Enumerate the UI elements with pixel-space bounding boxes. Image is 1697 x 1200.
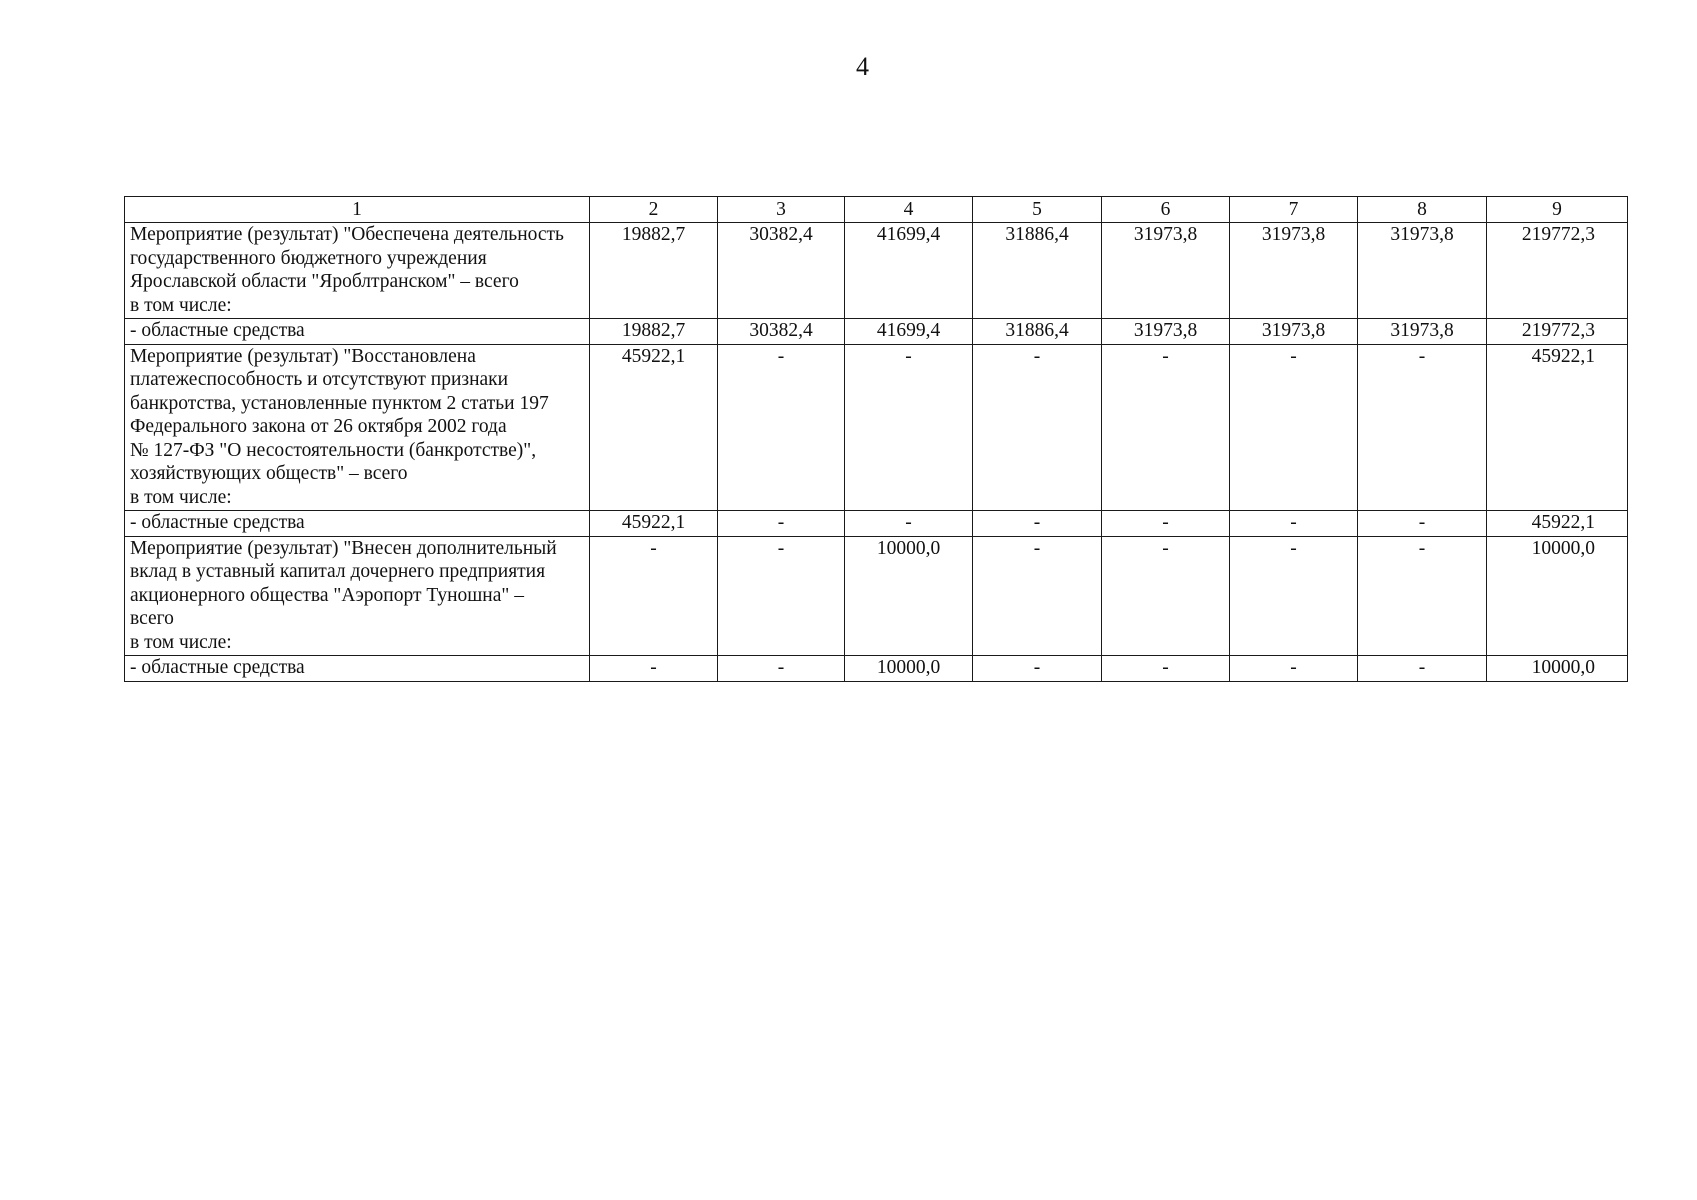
column-header: 7: [1230, 197, 1358, 223]
description-line: в том числе:: [130, 294, 232, 316]
total-value-cell: 219772,3: [1487, 223, 1628, 319]
value-cell: 31973,8: [1230, 223, 1358, 319]
column-header: 4: [845, 197, 973, 223]
value-cell: 41699,4: [845, 223, 973, 319]
funding-source-cell: [125, 319, 590, 345]
value-cell: 45922,1: [590, 511, 718, 537]
value-cell: -: [718, 344, 845, 511]
description-line: - областные средства: [130, 657, 305, 678]
funding-source-row: [125, 656, 1628, 682]
value-cell: -: [718, 511, 845, 537]
value-cell: -: [973, 344, 1102, 511]
value-cell: -: [1230, 536, 1358, 656]
activity-row: [125, 223, 1628, 319]
description-line: Федерального закона от 26 октября 2002 года: [130, 416, 507, 437]
column-header: 3: [718, 197, 845, 223]
value-cell: 31973,8: [1102, 319, 1230, 345]
value-cell: -: [718, 536, 845, 656]
value-cell: -: [590, 656, 718, 682]
value-cell: -: [973, 511, 1102, 537]
description-line: хозяйствующих обществ" – всего: [130, 463, 408, 484]
description-line: - областные средства: [130, 320, 305, 341]
description-line: Мероприятие (результат) "Обеспечена деятельность: [130, 224, 564, 245]
description-line: Мероприятие (результат) "Восстановлена: [130, 345, 476, 367]
column-header: 6: [1102, 197, 1230, 223]
column-header: 5: [973, 197, 1102, 223]
value-cell: -: [1102, 344, 1230, 511]
funding-source-row: [125, 319, 1628, 345]
column-header: 9: [1487, 197, 1628, 223]
column-header-row: [125, 197, 1628, 223]
funding-source-row: [125, 511, 1628, 537]
total-value-cell: 10000,0: [1487, 656, 1628, 682]
value-cell: -: [973, 656, 1102, 682]
budget-table: [124, 196, 1628, 682]
funding-source-cell: [125, 656, 590, 682]
value-cell: 31886,4: [973, 319, 1102, 345]
value-cell: 41699,4: [845, 319, 973, 345]
value-cell: -: [1102, 511, 1230, 537]
value-cell: -: [1102, 656, 1230, 682]
total-value-cell: 45922,1: [1487, 344, 1628, 511]
value-cell: -: [1358, 511, 1487, 537]
value-cell: -: [1230, 344, 1358, 511]
page-number: 4: [856, 52, 869, 81]
value-cell: 19882,7: [590, 223, 718, 319]
activity-description-cell: [125, 223, 590, 319]
value-cell: -: [845, 511, 973, 537]
table-body: [125, 197, 1628, 682]
value-cell: 31973,8: [1102, 223, 1230, 319]
value-cell: 30382,4: [718, 223, 845, 319]
description-line: в том числе:: [130, 631, 232, 653]
activity-row: [125, 536, 1628, 656]
value-cell: 10000,0: [845, 536, 973, 656]
value-cell: 31886,4: [973, 223, 1102, 319]
value-cell: -: [590, 536, 718, 656]
value-cell: 45922,1: [590, 344, 718, 511]
value-cell: -: [1230, 511, 1358, 537]
value-cell: 30382,4: [718, 319, 845, 345]
value-cell: 19882,7: [590, 319, 718, 345]
value-cell: -: [1358, 536, 1487, 656]
description-line: акционерного общества "Аэропорт Туношна" –: [130, 584, 524, 606]
value-cell: -: [1358, 344, 1487, 511]
description-line: банкротства, установленные пунктом 2 статьи 197: [130, 392, 549, 414]
value-cell: -: [1230, 656, 1358, 682]
value-cell: 31973,8: [1230, 319, 1358, 345]
description-line: - областные средства: [130, 512, 305, 533]
activity-description-cell: [125, 536, 590, 656]
activity-row: [125, 344, 1628, 511]
value-cell: -: [973, 536, 1102, 656]
description-line: государственного бюджетного учреждения: [130, 247, 487, 269]
value-cell: -: [845, 344, 973, 511]
activity-description-cell: [125, 344, 590, 511]
description-line: в том числе:: [130, 486, 232, 508]
total-value-cell: 45922,1: [1487, 511, 1628, 537]
value-cell: 31973,8: [1358, 319, 1487, 345]
description-line: № 127-ФЗ "О несостоятельности (банкротстве)",: [130, 439, 537, 461]
funding-source-cell: [125, 511, 590, 537]
description-line: платежеспособность и отсутствуют признаки: [130, 369, 509, 390]
column-header: 2: [590, 197, 718, 223]
value-cell: 10000,0: [845, 656, 973, 682]
column-header: 8: [1358, 197, 1487, 223]
description-line: вклад в уставный капитал дочернего предприятия: [130, 561, 546, 582]
description-line: Мероприятие (результат) "Внесен дополнительный: [130, 537, 557, 559]
description-line: всего: [130, 608, 174, 629]
value-cell: 31973,8: [1358, 223, 1487, 319]
value-cell: -: [1358, 656, 1487, 682]
description-line: Ярославской области "Яроблтранском" – всего: [130, 271, 519, 292]
total-value-cell: 10000,0: [1487, 536, 1628, 656]
value-cell: -: [718, 656, 845, 682]
column-header: 1: [125, 197, 590, 223]
total-value-cell: 219772,3: [1487, 319, 1628, 345]
value-cell: -: [1102, 536, 1230, 656]
